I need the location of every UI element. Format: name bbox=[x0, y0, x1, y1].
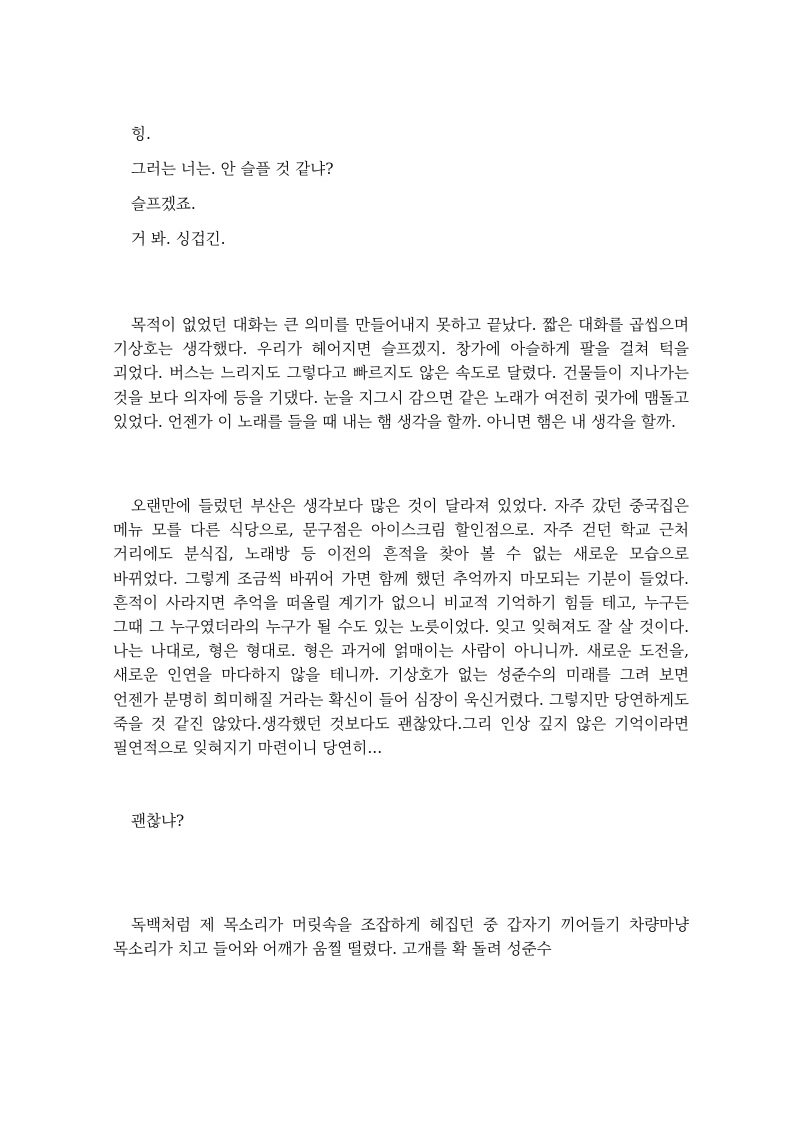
narrative-paragraph-busan: 오랜만에 들렀던 부산은 생각보다 많은 것이 달라져 있었다. 자주 갔던 중국집은 메뉴 모를 다른 식당으로, 문구점은 아이스크림 할인점으로. 자주 걷던 학교 근처 거리에도 분식집, 노래방 등 이전의 흔적을 찾아 볼 수 없는 새로운 모습으로 바뀌었다. 그렇게 조금씩 바뀌어 가면 함께 했던 추억까지 마모되는 기분이 들었다. 흔적이 사라지면 추억을 떠올릴 계기가 없으니 비교적 기억하기 힘들 테고, 누구든 그때 그 누구였더라의 누구가 될 수도 있는 노릇이었다. 잊고 잊혀져도 잘 살 것이다. 나는 나대로, 형은 형대로. 형은 과거에 얽매이는 사람이 아니니까. 새로운 도전을, 새로운 인연을 마다하지 않을 테니까. 기상호가 없는 성준수의 미래를 그려 보면 언젠가 분명히 희미해질 거라는 확신이 들어 심장이 욱신거렸다. 그렇지만 당연하게도 죽을 것 같진 않았다.생각했던 것보다도 괜찮았다.그리 인상 깊지 않은 기억이라면 필연적으로 잊혀지기 마련이니 당연히... bbox=[113, 497, 689, 758]
section-spacer bbox=[113, 760, 689, 812]
section-spacer bbox=[113, 847, 689, 913]
page-body bbox=[113, 125, 689, 962]
narrative-paragraph-interrupt: 독백처럼 제 목소리가 머릿속을 조잡하게 헤집던 중 갑자기 끼어들기 차량마냥 목소리가 치고 들어와 어깨가 움찔 떨렸다. 고개를 확 돌려 성준수 bbox=[113, 916, 689, 959]
dialogue-line: 거 봐. 싱겁긴. bbox=[131, 230, 226, 248]
dialogue-line: 슬프겠죠. bbox=[131, 195, 196, 213]
dialogue-line: 그러는 너는. 안 슬플 것 같냐? bbox=[131, 160, 334, 178]
dialogue-line: 힝. bbox=[131, 125, 151, 143]
section-spacer bbox=[113, 434, 689, 494]
narrative-paragraph-bus: 목적이 없었던 대화는 큰 의미를 만들어내지 못하고 끝났다. 짧은 대화를 곱씹으며 기상호는 생각했다. 우리가 헤어지면 슬프겠지. 창가에 아슬하게 팔을 걸쳐 턱을 괴었다. 버스는 느리지도 그렇다고 빠르지도 않은 속도로 달렸다. 건물들이 지나가는 것을 보다 의자에 등을 기댔다. 눈을 지그시 감으면 같은 노래가 여전히 귓가에 맴돌고 있었다. 언젠가 이 노래를 들을 때 내는 햄 생각을 할까. 아니면 햄은 내 생각을 할까. bbox=[113, 316, 689, 431]
section-spacer bbox=[113, 265, 689, 313]
dialogue-question: 괜찮냐? bbox=[131, 812, 185, 831]
